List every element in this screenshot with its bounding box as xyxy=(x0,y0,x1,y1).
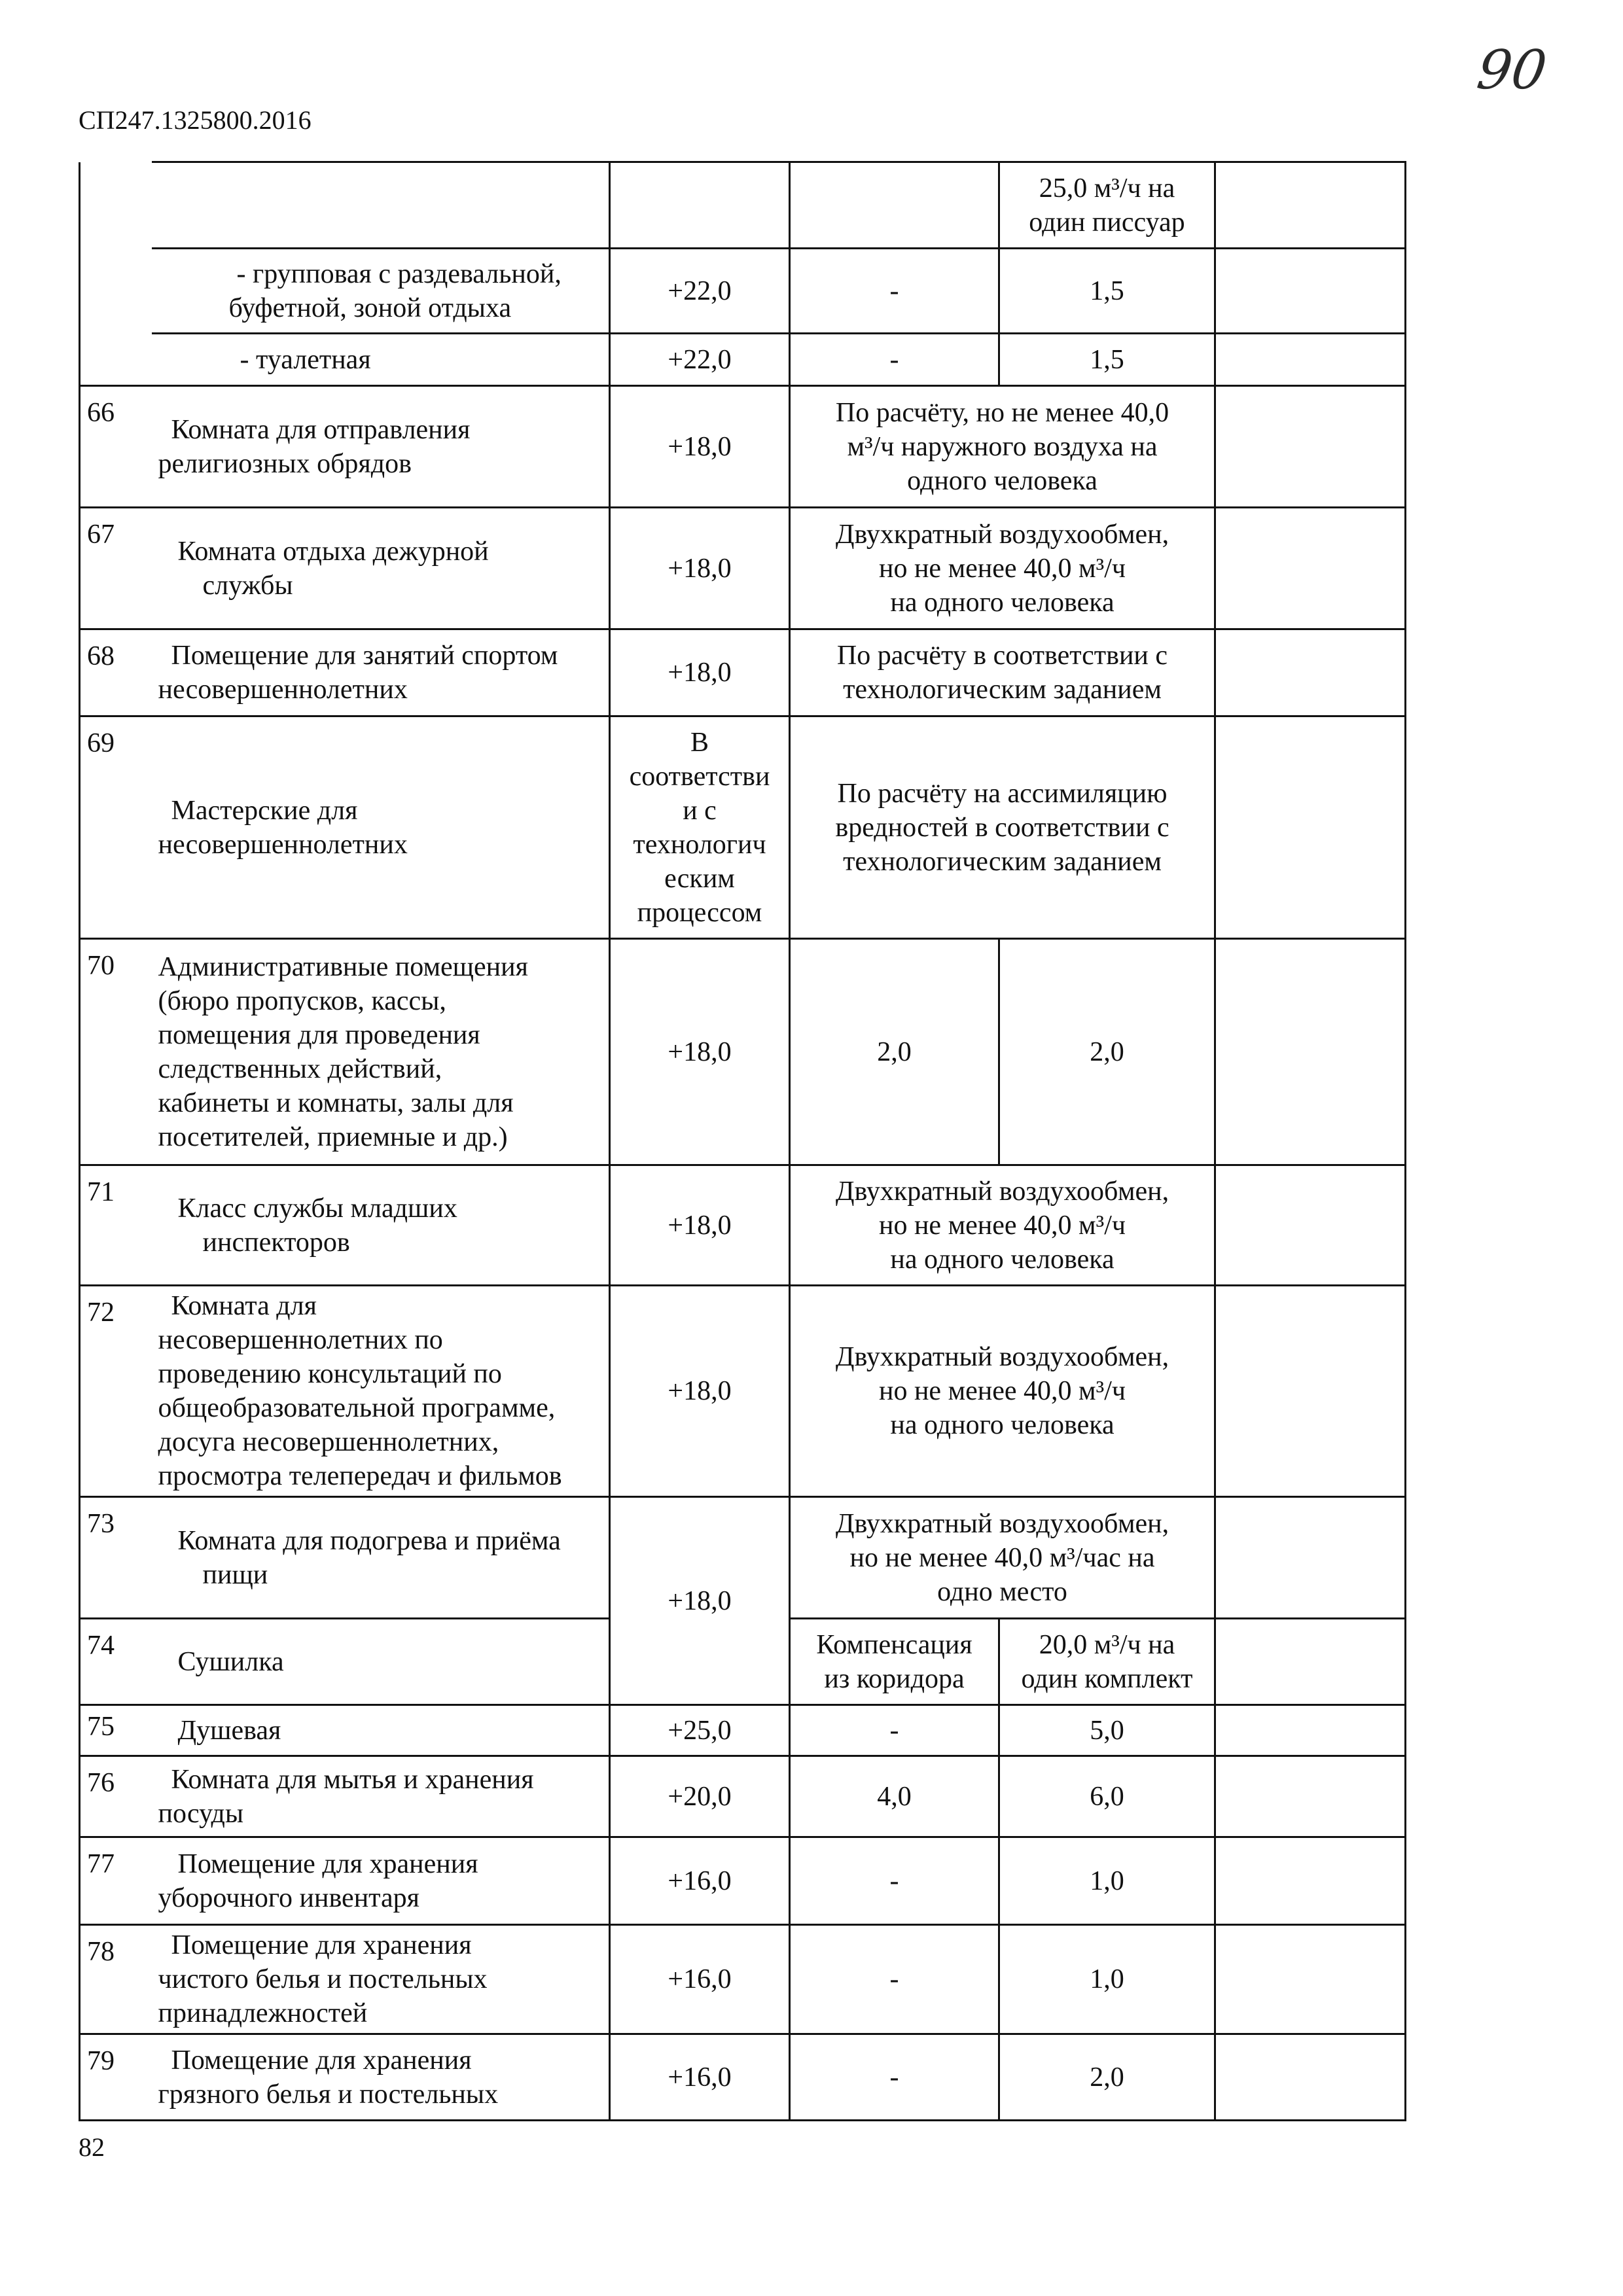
temperature-cell: +18,0 xyxy=(610,1286,790,1497)
number-cell: 72 xyxy=(80,1286,152,1497)
temperature-cell: +22,0 xyxy=(610,334,790,386)
number-cell: 67 xyxy=(80,508,152,629)
document-code: СП247.1325800.2016 xyxy=(79,105,312,135)
name-cell: Сушилка xyxy=(152,1619,610,1705)
exhaust-cell: 1,5 xyxy=(999,334,1215,386)
temperature-cell: +20,0 xyxy=(610,1756,790,1837)
exhaust-cell: 20,0 м³/ч на один комплект xyxy=(999,1619,1215,1705)
table-row xyxy=(80,716,1406,939)
number-cell: 78 xyxy=(80,1925,152,2034)
notes-cell xyxy=(1215,1619,1406,1705)
exhaust-cell: 25,0 м³/ч на один писсуар xyxy=(999,162,1215,249)
notes-cell xyxy=(1215,249,1406,334)
supply-cell: - xyxy=(790,2034,999,2121)
notes-cell xyxy=(1215,2034,1406,2121)
temperature-cell: +18,0 xyxy=(610,1165,790,1286)
notes-cell xyxy=(1215,508,1406,629)
table-row xyxy=(80,939,1406,1165)
temperature-cell xyxy=(610,162,790,249)
supply-cell: - xyxy=(790,334,999,386)
air-exchange-cell: Двухкратный воздухообмен, но не менее 40,0 м³/час на одно место xyxy=(790,1497,1215,1619)
number-cell xyxy=(80,334,152,386)
temperature-cell: +18,0 xyxy=(610,939,790,1165)
air-exchange-cell: По расчёту на ассимиляцию вредностей в соответствии с технологическим заданием xyxy=(790,716,1215,939)
name-cell: Помещение для хранения грязного белья и постельных xyxy=(152,2034,610,2121)
notes-cell xyxy=(1215,1756,1406,1837)
number-cell: 70 xyxy=(80,939,152,1165)
exhaust-cell: 6,0 xyxy=(999,1756,1215,1837)
number-cell: 77 xyxy=(80,1837,152,1925)
temperature-cell: +18,0 xyxy=(610,629,790,716)
name-cell xyxy=(152,162,610,249)
number-cell: 69 xyxy=(80,716,152,939)
name-cell: - групповая с раздевальной, буфетной, зоной отдыха xyxy=(152,249,610,334)
table-row xyxy=(80,508,1406,629)
number-cell xyxy=(80,162,152,249)
table-row xyxy=(80,1165,1406,1286)
air-exchange-cell: По расчёту в соответствии с технологическим заданием xyxy=(790,629,1215,716)
name-cell: Помещение для занятий спортом несовершеннолетних xyxy=(152,629,610,716)
number-cell: 75 xyxy=(80,1705,152,1756)
name-cell: Административные помещения (бюро пропусков, кассы, помещения для проведения следственных действий, кабинеты и комнаты, залы для посетителей, приемные и др.) xyxy=(152,939,610,1165)
temperature-cell: +25,0 xyxy=(610,1705,790,1756)
notes-cell xyxy=(1215,1286,1406,1497)
exhaust-cell: 1,0 xyxy=(999,1837,1215,1925)
name-cell: Душевая xyxy=(152,1705,610,1756)
air-exchange-cell: Двухкратный воздухообмен, но не менее 40,0 м³/ч на одного человека xyxy=(790,1165,1215,1286)
supply-cell: Компенсация из коридора xyxy=(790,1619,999,1705)
table-row xyxy=(80,1497,1406,1619)
notes-cell xyxy=(1215,1705,1406,1756)
temperature-cell: В соответстви и с технологич еским процессом xyxy=(610,716,790,939)
air-exchange-cell: Двухкратный воздухообмен, но не менее 40,0 м³/ч на одного человека xyxy=(790,508,1215,629)
table-row xyxy=(80,1286,1406,1497)
temperature-cell: +22,0 xyxy=(610,249,790,334)
table-row xyxy=(80,334,1406,386)
temperature-cell: +16,0 xyxy=(610,1925,790,2034)
air-exchange-cell: По расчёту, но не менее 40,0 м³/ч наружного воздуха на одного человека xyxy=(790,386,1215,508)
page-number: 82 xyxy=(79,2132,105,2162)
exhaust-cell: 2,0 xyxy=(999,2034,1215,2121)
number-cell: 66 xyxy=(80,386,152,508)
table-row xyxy=(80,386,1406,508)
table-row xyxy=(80,162,1406,249)
name-cell: Помещение для хранения уборочного инвентаря xyxy=(152,1837,610,1925)
exhaust-cell: 2,0 xyxy=(999,939,1215,1165)
exhaust-cell: 1,0 xyxy=(999,1925,1215,2034)
notes-cell xyxy=(1215,716,1406,939)
temperature-cell: +16,0 xyxy=(610,2034,790,2121)
supply-cell: - xyxy=(790,1925,999,2034)
notes-cell xyxy=(1215,1497,1406,1619)
name-cell: Класс службы младших инспекторов xyxy=(152,1165,610,1286)
table-row xyxy=(80,629,1406,716)
name-cell: Комната для мытья и хранения посуды xyxy=(152,1756,610,1837)
supply-cell: 4,0 xyxy=(790,1756,999,1837)
name-cell: Помещение для хранения чистого белья и постельных принадлежностей xyxy=(152,1925,610,2034)
exhaust-cell: 1,5 xyxy=(999,249,1215,334)
temperature-cell: +18,0 xyxy=(610,386,790,508)
table-row xyxy=(80,2034,1406,2121)
table-row xyxy=(80,1837,1406,1925)
table-row xyxy=(80,1756,1406,1837)
name-cell: Комната отдыха дежурной службы xyxy=(152,508,610,629)
supply-cell xyxy=(790,162,999,249)
number-cell: 76 xyxy=(80,1756,152,1837)
name-cell: Комната для несовершеннолетних по проведению консультаций по общеобразовательной программе, досуга несовершеннолетних, просмотра телепередач и фильмов xyxy=(152,1286,610,1497)
number-cell: 71 xyxy=(80,1165,152,1286)
table-row xyxy=(80,1925,1406,2034)
notes-cell xyxy=(1215,1165,1406,1286)
supply-cell: - xyxy=(790,1705,999,1756)
supply-cell: 2,0 xyxy=(790,939,999,1165)
supply-cell: - xyxy=(790,1837,999,1925)
supply-cell: - xyxy=(790,249,999,334)
temperature-cell: +18,0 xyxy=(610,1497,790,1705)
number-cell: 79 xyxy=(80,2034,152,2121)
name-cell: - туалетная xyxy=(152,334,610,386)
number-cell xyxy=(80,249,152,334)
name-cell: Мастерские для несовершеннолетних xyxy=(152,716,610,939)
notes-cell xyxy=(1215,386,1406,508)
number-cell: 73 xyxy=(80,1497,152,1619)
exhaust-cell: 5,0 xyxy=(999,1705,1215,1756)
name-cell: Комната для подогрева и приёма пищи xyxy=(152,1497,610,1619)
name-cell: Комната для отправления религиозных обрядов xyxy=(152,386,610,508)
table-row xyxy=(80,249,1406,334)
air-exchange-cell: Двухкратный воздухообмен, но не менее 40,0 м³/ч на одного человека xyxy=(790,1286,1215,1497)
table-row xyxy=(80,1705,1406,1756)
temperature-cell: +18,0 xyxy=(610,508,790,629)
notes-cell xyxy=(1215,334,1406,386)
notes-cell xyxy=(1215,1925,1406,2034)
ventilation-norms-table xyxy=(79,161,1406,2121)
number-cell: 74 xyxy=(80,1619,152,1705)
notes-cell xyxy=(1215,629,1406,716)
handwritten-page-number: 90 xyxy=(1473,39,1551,101)
notes-cell xyxy=(1215,1837,1406,1925)
notes-cell xyxy=(1215,939,1406,1165)
temperature-cell: +16,0 xyxy=(610,1837,790,1925)
notes-cell xyxy=(1215,162,1406,249)
number-cell: 68 xyxy=(80,629,152,716)
